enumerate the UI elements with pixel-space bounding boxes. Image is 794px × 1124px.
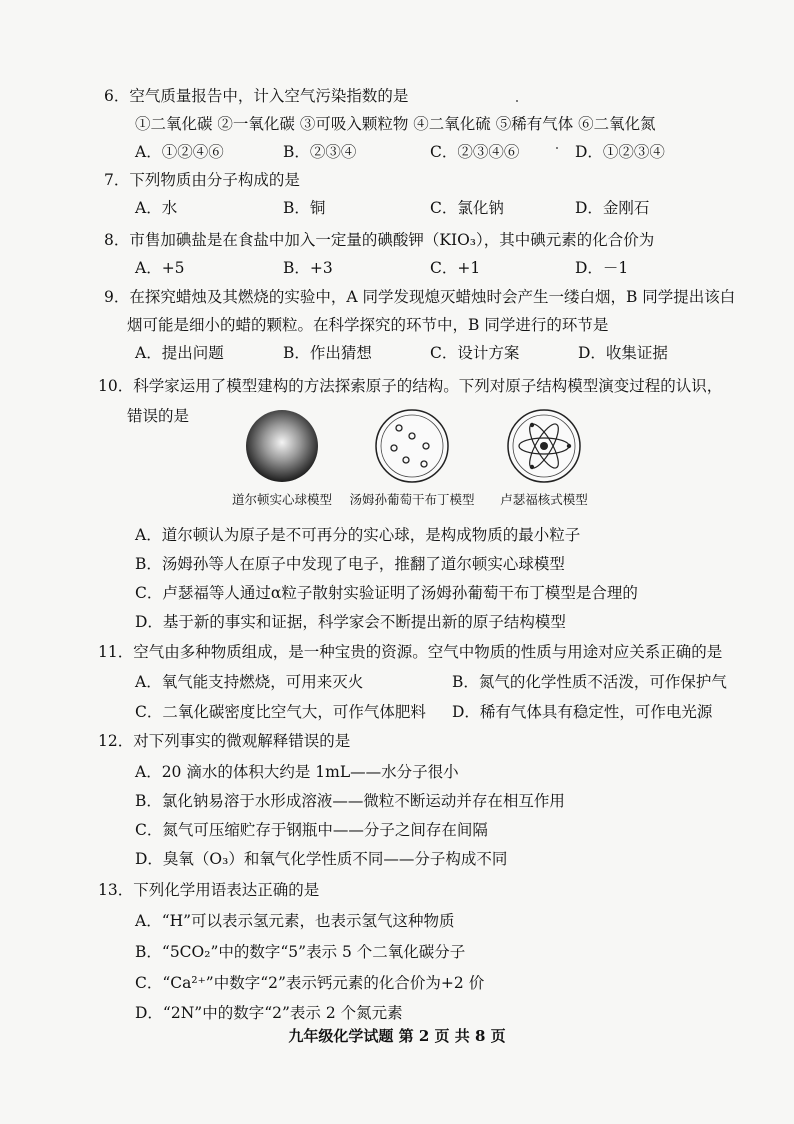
page-footer: 九年级化学试题 第 2 页 共 8 页: [288, 1027, 506, 1045]
q9-option-c: C．设计方案: [430, 344, 520, 362]
q9-stem-line1: 9．在探究蜡烛及其燃烧的实验中，A 同学发现熄灭蜡烛时会产生一缕白烟，B 同学提出该白: [104, 288, 736, 306]
thomson-caption: 汤姆孙葡萄干布丁模型: [349, 492, 475, 507]
q9-option-b: B．作出猜想: [283, 344, 372, 362]
thomson-plum-pudding-icon: [374, 408, 450, 484]
q6-option-c: C．②③④⑥: [430, 143, 520, 161]
q6-option-a: A．①②④⑥: [135, 143, 224, 161]
q13-option-d: D．“2N”中的数字“2”表示 2 个氮元素: [135, 1004, 403, 1022]
q12-option-d: D．臭氧（O₃）和氧气化学性质不同——分子构成不同: [135, 850, 508, 868]
q9-option-a: A．提出问题: [135, 344, 224, 362]
q8-option-a: A．+5: [135, 259, 185, 277]
q7-option-c: C．氯化钠: [430, 199, 504, 217]
dalton-caption: 道尔顿实心球模型: [231, 492, 332, 507]
q9-stem-line2: 烟可能是细小的蜡的颗粒。在科学探究的环节中，B 同学进行的环节是: [127, 316, 609, 334]
q8-option-c: C．+1: [430, 259, 481, 277]
q9-option-d: D．收集证据: [578, 344, 668, 362]
q11-option-b: B．氮气的化学性质不活泼，可作保护气: [452, 673, 727, 691]
q6-option-b: B．②③④: [283, 143, 357, 161]
q12-option-b: B．氯化钠易溶于水形成溶液——微粒不断运动并存在相互作用: [135, 792, 565, 810]
q12-option-c: C．氮气可压缩贮存于钢瓶中——分子之间存在间隔: [135, 821, 488, 839]
dalton-model: [222, 408, 342, 508]
q11-option-d: D．稀有气体具有稳定性，可作电光源: [452, 703, 713, 721]
q11-option-a: A．氧气能支持燃烧，可用来灭火: [135, 673, 364, 691]
q10-stem-line1: 10．科学家运用了模型建构的方法探索原子的结构。下列对原子结构模型演变过程的认识，: [98, 377, 723, 395]
q12-option-a: A．20 滴水的体积大约是 1mL——水分子很小: [135, 763, 459, 781]
q10-option-a: A．道尔顿认为原子是不可再分的实心球，是构成物质的最小粒子: [135, 526, 581, 544]
q7-option-d: D．金刚石: [575, 199, 650, 217]
atom-model-figure: [222, 408, 602, 508]
q10-option-d: D．基于新的事实和证据，科学家会不断提出新的原子结构模型: [135, 613, 566, 631]
dalton-solid-sphere-icon: [244, 408, 320, 484]
q12-stem: 12．对下列事实的微观解释错误的是: [98, 732, 351, 750]
q8-stem: 8．市售加碘盐是在食盐中加入一定量的碘酸钾（KIO₃），其中碘元素的化合价为: [104, 231, 655, 249]
q6-items: ①二氧化碳 ②一氧化碳 ③可吸入颗粒物 ④二氧化硫 ⑤稀有气体 ⑥二氧化氮: [135, 115, 656, 133]
q10-option-c: C．卢瑟福等人通过α粒子散射实验证明了汤姆孙葡萄干布丁模型是合理的: [135, 584, 638, 602]
scan-speck: [556, 147, 558, 149]
rutherford-model: [484, 408, 604, 508]
q8-option-d: D．－1: [575, 259, 629, 277]
q7-option-b: B．铜: [283, 199, 326, 217]
q13-option-c: C．“Ca²⁺”中数字“2”表示钙元素的化合价为+2 价: [135, 974, 485, 992]
q7-option-a: A．水: [135, 199, 178, 217]
q10-option-b: B．汤姆孙等人在原子中发现了电子，推翻了道尔顿实心球模型: [135, 555, 565, 573]
thomson-model: [342, 408, 482, 508]
q8-option-b: B．+3: [283, 259, 333, 277]
rutherford-caption: 卢瑟福核式模型: [500, 492, 588, 507]
q7-stem: 7．下列物质由分子构成的是: [104, 171, 300, 189]
q10-stem-line2: 错误的是: [127, 407, 190, 425]
q6-stem: 6．空气质量报告中，计入空气污染指数的是: [104, 87, 409, 105]
q6-option-d: D．①②③④: [575, 143, 665, 161]
q11-stem: 11．空气由多种物质组成，是一种宝贵的资源。空气中物质的性质与用途对应关系正确的是: [98, 643, 723, 661]
q13-stem: 13．下列化学用语表达正确的是: [98, 881, 320, 899]
q13-option-a: A．“H”可以表示氢元素，也表示氢气这种物质: [135, 912, 455, 930]
scan-speck: [516, 100, 518, 102]
rutherford-nuclear-atom-icon: [506, 408, 582, 484]
q13-option-b: B．“5CO₂”中的数字“5”表示 5 个二氧化碳分子: [135, 943, 466, 961]
q11-option-c: C．二氧化碳密度比空气大，可作气体肥料: [135, 703, 426, 721]
